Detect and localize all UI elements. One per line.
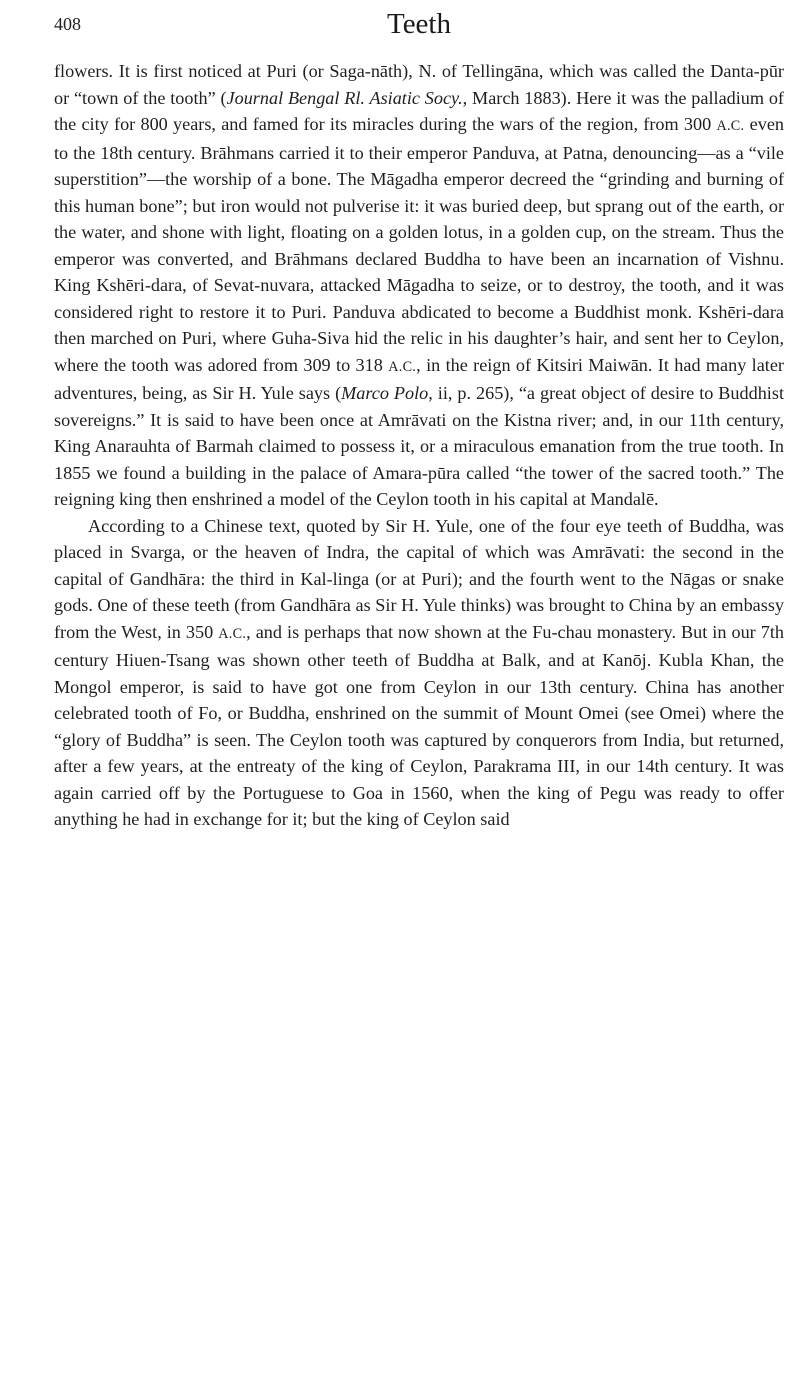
page-header — [54, 8, 764, 54]
italic-text: Marco Polo — [341, 383, 429, 403]
small-caps-text: A.C. — [716, 118, 745, 134]
text-run: , March 1883). Here it was the palladium of the city for 800 years, and famed for its miracles during the wars of the region, from 300 — [54, 87, 784, 134]
body-text — [54, 58, 784, 833]
page-number: 408 — [54, 14, 81, 34]
text-run: even to the 18th century. Brāhmans carried it to their emperor Panduva, at Patna, denouncing—as a “vile superstition”—the worship of a bone. The Māgadha emperor decreed the “grinding and burning of this human bone”; but iron would not pulverise it: it was buried deep, but sprang out of the earth, or the water, and shone with light, floating on a golden lotus, in a golden cup, on the stream. Thus the emperor was converted, and Brāhmans declared Buddha to have been an incarnation of Vishnu. King Kshēri-dara, of Sevat-nuvara, attacked Māgadha to seize, or to destroy, the tooth, and it was considered right to restore it to Puri. Panduva abdicated to become a Buddhist monk. Kshēri-dara then marched on Puri, where Guha-Siva hid the relic in his daughter’s hair, and sent her to Ceylon, where the tooth was adored from 309 to 318 — [54, 114, 784, 375]
running-head: Teeth — [387, 8, 451, 40]
italic-text: Journal Bengal Rl. Asiatic Socy. — [226, 87, 463, 108]
small-caps-text: A.C. — [388, 358, 417, 375]
text-run: , ii, p. 265), “a great object of desire to Buddhist sovereigns.” It is said to have been once at Amrāvati on the Kistna river; and, in our 11th century, King Anarauhta of Barmah claimed to possess it, or a miraculous emanation from the true tooth. In 1855 we found a building in the palace of Amara-pūra called “the tower of the sacred tooth.” The reigning king then enshrined a model of the Ceylon tooth in his capital at Mandalē. — [54, 383, 784, 509]
text-run: , and is perhaps that now shown at the Fu-chau monastery. But in our 7th century Hiuen-Tsang was shown other teeth of Buddha at Balk, and at Kanōj. Kubla Khan, the Mongol emperor, is said to have got one from Ceylon in our 13th century. China has another celebrated tooth of Fo, or Buddha, enshrined on the summit of Mount Omei (see Omei) where the “glory of Buddha” is seen. The Ceylon tooth was captured by conquerors from India, but returned, after a few years, at the entreaty of the king of Ceylon, Parakrama III, in our 14th century. It was again carried off by the Portuguese to Goa in 1560, when the king of Pegu was ready to offer anything he had in exchange for it; but the king of Ceylon said — [54, 621, 784, 829]
text-run: flowers. It is first noticed at Puri (or Saga-nāth), N. of Tellingāna, which was called the Danta-pūr or “town of the tooth” ( — [54, 61, 784, 108]
paragraph — [54, 58, 784, 513]
small-caps-text: A.C. — [218, 625, 247, 642]
text-run: According to a Chinese text, quoted by Sir H. Yule, one of the four eye teeth of Buddha, was placed in Svarga, or the heaven of Indra, the capital of which was Amrāvati: the second in the capital of Gandhāra: the third in Kal-linga (or at Puri); and the fourth went to the Nāgas or snake gods. One of these teeth (from Gandhāra as Sir H. Yule thinks) was brought to China by an embassy from the West, in 350 — [54, 515, 784, 642]
paragraph — [54, 513, 784, 833]
text-run: , in the reign of Kitsiri Maiwān. It had many later adventures, being, as Sir H. Yule says ( — [54, 354, 784, 403]
